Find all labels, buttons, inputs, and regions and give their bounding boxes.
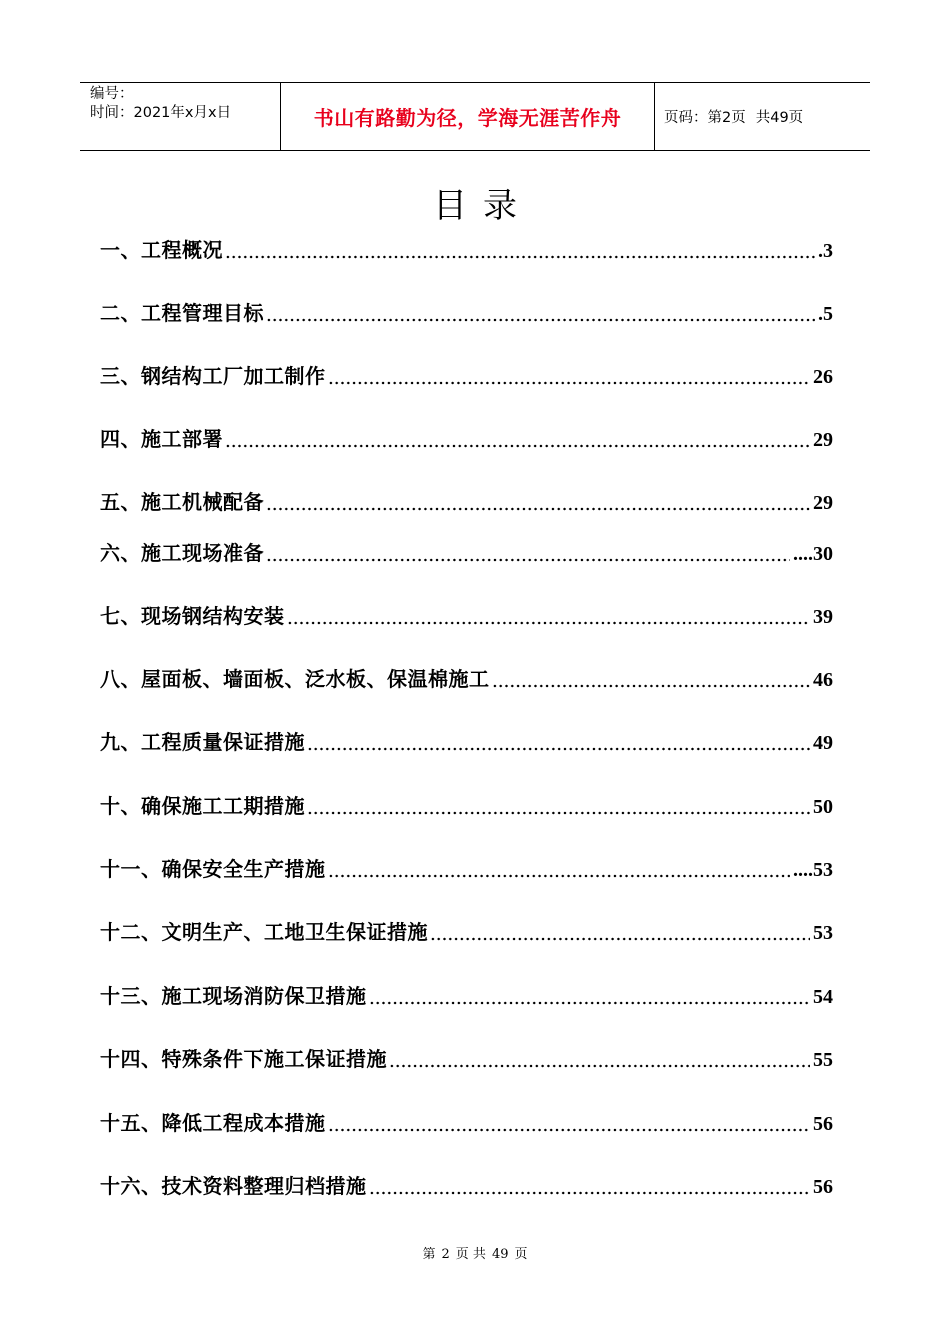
toc-dot-leader: [225, 239, 815, 259]
document-time: 时间：2021年x月x日: [90, 105, 232, 121]
toc-dot-leader: [328, 365, 811, 385]
toc-entry-page: 56: [813, 1113, 833, 1135]
toc-entry-page: 29: [813, 429, 833, 451]
toc-entry-label: 一、工程概况: [100, 238, 223, 262]
toc-entry-label: 十五、降低工程成本措施: [100, 1111, 326, 1135]
toc-entry-label: 二、工程管理目标: [100, 301, 264, 325]
toc-dot-leader: [389, 1048, 810, 1068]
toc-entry[interactable]: [100, 1106, 833, 1136]
toc-entry-page: .5: [818, 303, 833, 325]
toc-entry-page: 56: [813, 1176, 833, 1198]
toc-entry-page: 46: [813, 669, 833, 691]
toc-dot-leader: [328, 1112, 811, 1132]
page-footer: [0, 1243, 950, 1262]
toc-entry-label: 十四、特殊条件下施工保证措施: [100, 1047, 387, 1071]
footer-page-number: 2: [441, 1247, 450, 1262]
toc-entry-page: 29: [813, 492, 833, 514]
toc-entry[interactable]: [100, 536, 833, 566]
page-title: 目录: [433, 186, 533, 226]
toc-entry[interactable]: [100, 359, 833, 389]
toc-dot-leader: [266, 491, 810, 511]
toc-entry-label: 十二、文明生产、工地卫生保证措施: [100, 920, 428, 944]
toc-entry[interactable]: [100, 422, 833, 452]
toc-dot-leader: [492, 668, 811, 688]
footer-page-total: 49: [491, 1247, 509, 1262]
toc-entry[interactable]: [100, 1042, 833, 1072]
toc-dot-leader: [307, 731, 810, 751]
document-number: 编号：: [90, 86, 134, 102]
toc-entry-label: 七、现场钢结构安装: [100, 604, 285, 628]
toc-entry[interactable]: [100, 915, 833, 945]
toc-entry[interactable]: [100, 852, 833, 882]
page-header: [80, 82, 870, 151]
toc-entry[interactable]: [100, 725, 833, 755]
toc-entry[interactable]: [100, 485, 833, 515]
header-page-total: 共49页: [755, 110, 804, 126]
toc-entry-label: 九、工程质量保证措施: [100, 730, 305, 754]
toc-entry-page: 26: [813, 366, 833, 388]
toc-entry-label: 三、钢结构工厂加工制作: [100, 364, 326, 388]
toc-entry[interactable]: [100, 662, 833, 692]
toc-entry-page: 39: [813, 606, 833, 628]
toc-entry-page: ....30: [793, 543, 833, 565]
toc-entry-label: 十六、技术资料整理归档措施: [100, 1174, 367, 1198]
toc-entry-page: 54: [813, 986, 833, 1008]
toc-entry[interactable]: [100, 979, 833, 1009]
toc-dot-leader: [287, 605, 811, 625]
toc-entry-label: 五、施工机械配备: [100, 490, 264, 514]
toc-entry-label: 六、施工现场准备: [100, 541, 264, 565]
toc-dot-leader: [430, 921, 810, 941]
header-motto: 书山有路勤为径，学海无涯苦作舟: [281, 83, 655, 150]
toc-entry-page: 55: [813, 1049, 833, 1071]
toc-dot-leader: [369, 985, 811, 1005]
toc-entry-page: 53: [813, 922, 833, 944]
toc-dot-leader: [225, 428, 810, 448]
toc-entry-label: 十一、确保安全生产措施: [100, 857, 326, 881]
toc-entry[interactable]: [100, 296, 833, 326]
toc-entry-page: 50: [813, 796, 833, 818]
header-page-number: 页码：第2页: [664, 110, 746, 126]
toc-entry-label: 十三、施工现场消防保卫措施: [100, 984, 367, 1008]
toc-entry-label: 十、确保施工工期措施: [100, 794, 305, 818]
toc-entry-label: 四、施工部署: [100, 427, 223, 451]
toc-dot-leader: [266, 302, 815, 322]
toc-dot-leader: [266, 542, 790, 562]
toc-entry-page: 49: [813, 732, 833, 754]
footer-mid: 页 共: [455, 1247, 486, 1262]
header-page-info: [655, 83, 870, 150]
header-meta: [80, 83, 281, 150]
toc-dot-leader: [328, 858, 791, 878]
footer-suffix: 页: [514, 1247, 528, 1262]
toc-entry[interactable]: [100, 1169, 833, 1199]
toc-entry-label: 八、屋面板、墙面板、泛水板、保温棉施工: [100, 667, 490, 691]
footer-prefix: 第: [422, 1247, 436, 1262]
toc-dot-leader: [369, 1175, 811, 1195]
toc-dot-leader: [307, 795, 810, 815]
toc-entry[interactable]: [100, 599, 833, 629]
toc-entry[interactable]: [100, 233, 833, 263]
toc-entry[interactable]: [100, 789, 833, 819]
toc-entry-page: .3: [818, 240, 833, 262]
toc-entry-page: ....53: [793, 859, 833, 881]
